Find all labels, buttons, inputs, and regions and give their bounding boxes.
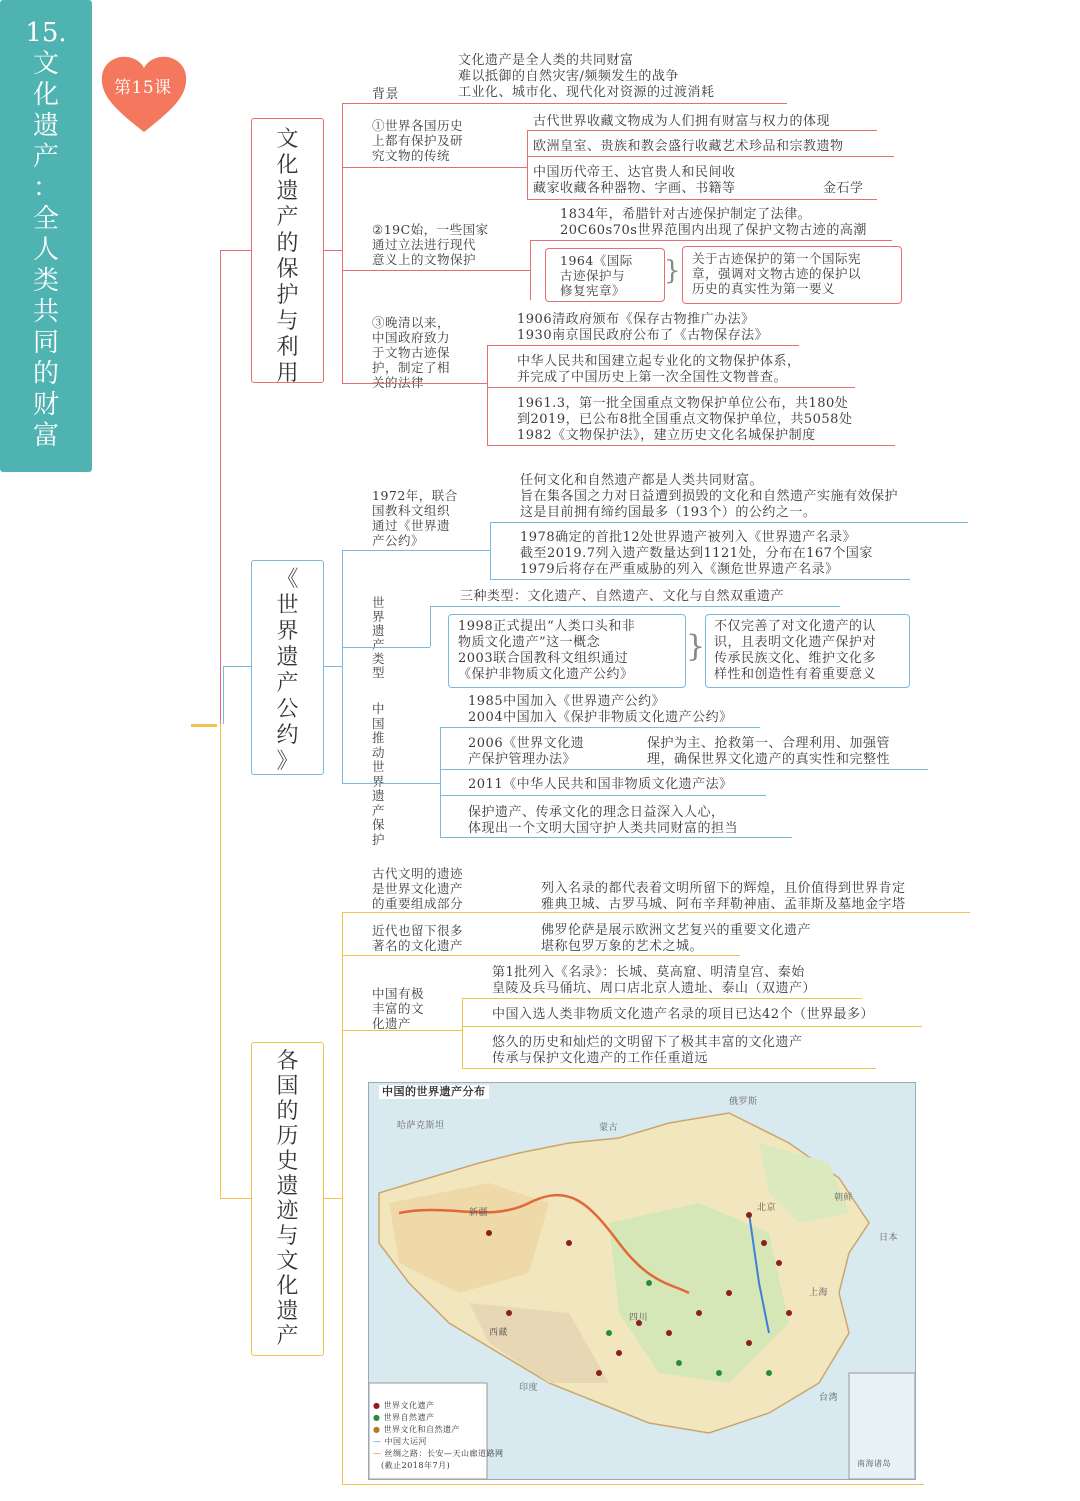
connector <box>440 727 760 728</box>
china-heritage-item: 悠久的历史和灿烂的文明留下了极其丰富的文化遗产 <box>492 1035 803 1050</box>
modern-desc: 堪称包罗万象的艺术之城。 <box>541 939 704 954</box>
ancient-desc: 雅典卫城、古罗马城、阿布辛拜勒神庙、孟菲斯及墓地金字塔 <box>541 897 906 912</box>
map-place: 新疆 <box>469 1208 489 1218</box>
root-title-char: 文 <box>32 49 59 79</box>
map-place: 上海 <box>809 1288 829 1298</box>
map-place: 四川 <box>629 1313 649 1323</box>
background-line: 难以抵御的自然灾害/频频发生的战争 <box>458 69 679 84</box>
heritage-map <box>368 1082 916 1480</box>
map-place: 朝鲜 <box>834 1193 854 1203</box>
node-1972: 1972年，联合 国教科文组织 通过《世界遗 产公约》 <box>372 488 458 548</box>
map-title: 中国的世界遗产分布 <box>379 1085 489 1099</box>
connector <box>342 955 740 956</box>
tradition-item: 欧洲皇室、贵族和教会盛行收藏艺术珍品和宗教遗物 <box>533 139 844 154</box>
connector <box>342 783 440 784</box>
node-china-promote: 中 国 推 动 世 界 遗 产 保 护 <box>372 701 386 847</box>
china-law-item: 1982《文物保护法》，建立历史文化名城保护制度 <box>517 428 816 443</box>
background-line: 文化遗产是全人类的共同财富 <box>458 53 634 68</box>
connector <box>487 445 895 446</box>
connector <box>223 666 224 724</box>
map-place: 西藏 <box>489 1328 509 1338</box>
china-promote-item: 2004中国加入《保护非物质文化遗产公约》 <box>468 710 733 725</box>
convention-item: 这是目前拥有缔约国最多（193个）的公约之一。 <box>520 505 817 520</box>
china-promote-item: 体现出一个文明大国守护人类共同财富的担当 <box>468 821 739 836</box>
root-title-char: 人 <box>32 235 59 265</box>
tradition-item: 中国历代帝王、达官贵人和民间收 <box>533 165 736 180</box>
connector <box>527 130 877 131</box>
connector <box>527 156 894 157</box>
map-place: 俄罗斯 <box>729 1097 758 1107</box>
connector <box>220 250 251 251</box>
connector <box>342 1484 924 1485</box>
lesson-badge <box>98 52 190 134</box>
china-promote-desc: 保护为主、抢救第一、合理利用、加强管 <box>647 736 891 751</box>
connector <box>440 837 792 838</box>
china-heritage-item: 传承与保护文化遗产的工作任重道远 <box>492 1051 709 1066</box>
branch-heritage-title: 各 国 的 历 史 遗 迹 与 文 化 遗 产 <box>251 1042 324 1356</box>
connector <box>220 250 221 724</box>
china-law-item: 1906清政府颁布《保存古物推广办法》 <box>517 312 755 327</box>
connector <box>342 103 787 104</box>
root-title-char: 15. <box>25 18 67 48</box>
china-heritage-item: 第1批列入《名录》：长城、莫高窟、明清皇宫、秦始 <box>492 965 805 980</box>
root-title-char: 同 <box>32 328 59 358</box>
china-law-item: 到2019，已公布8批全国重点文物保护单位，共5058处 <box>517 412 853 427</box>
connector <box>430 606 431 647</box>
root-title-char: 财 <box>32 390 59 420</box>
connector <box>440 727 441 837</box>
node-ancient: 古代文明的遗迹 是世界文化遗产 的重要组成部分 <box>372 866 464 911</box>
china-promote-item: 保护遗产、传承文化的理念日益深入人心， <box>468 805 725 820</box>
connector <box>324 1198 342 1199</box>
convention-item: 截至2019.7列入遗产数量达到1121处，分布在167个国家 <box>520 546 873 561</box>
tradition-item: 藏家收藏各种器物、字画、书籍等 <box>533 181 736 196</box>
connector <box>342 167 527 168</box>
map-place: 南海诸岛 <box>857 1459 891 1468</box>
china-promote-item: 1985中国加入《世界遗产公约》 <box>468 694 666 709</box>
connector <box>342 550 490 551</box>
root-title-char: 的 <box>32 359 59 389</box>
connector <box>462 998 862 999</box>
legend-canal: — 中国大运河 <box>373 1437 428 1446</box>
connector <box>324 250 342 251</box>
china-law-item: 中华人民共和国建立起专业化的文物保护体系， <box>517 354 801 369</box>
root-title-char: 化 <box>32 80 59 110</box>
connector <box>191 724 217 727</box>
charter-name: 1964《国际 古迹保护与 修复宪章》 <box>560 253 633 298</box>
nonmaterial-text: 1998正式提出“人类口头和非 物质文化遗产”这一概念 2003联合国教科文组织通过 《保护非物质文化遗产公约》 <box>458 619 636 682</box>
ancient-desc: 列入名录的都代表着文明所留下的辉煌，且价值得到世界肯定 <box>541 881 906 896</box>
convention-item: 1979后将存在严重威胁的列入《濒危世界遗产名录》 <box>520 562 839 577</box>
legend-silkroad: — 丝绸之路：长安—天山廊道路网 <box>373 1449 504 1458</box>
tradition-item: 古代世界收藏文物成为人们拥有财富与权力的体现 <box>533 114 831 129</box>
china-law-item: 1961.3，第一批全国重点文物保护单位公布，共180处 <box>517 396 849 411</box>
node-tradition: ①世界各国历史 上都有保护及研 究文物的传统 <box>372 118 464 163</box>
connector <box>440 769 928 770</box>
china-promote-item: 2006《世界文化遗 <box>468 736 585 751</box>
heritage-types: 三种类型：文化遗产、自然遗产、文化与自然双重遗产 <box>460 589 785 604</box>
connector <box>487 345 799 346</box>
convention-item: 旨在集各国之力对日益遭到损毁的文化和自然遗产实施有效保护 <box>520 489 899 504</box>
root-title-char: 富 <box>32 421 59 451</box>
connector <box>223 666 251 667</box>
connector <box>430 606 840 607</box>
connector <box>490 522 491 580</box>
connector <box>342 383 487 384</box>
china-promote-item: 产保护管理办法》 <box>468 752 577 767</box>
china-promote-item: 2011《中华人民共和国非物质文化遗产法》 <box>468 777 733 792</box>
map-place: 北京 <box>757 1203 777 1213</box>
connector <box>527 199 877 200</box>
connector <box>462 998 463 1068</box>
connector <box>342 103 343 270</box>
node-modern: 近代也留下很多 著名的文化遗产 <box>372 923 464 953</box>
legislation-item: 20C60s70s世界范围内出现了保护文物古迹的高潮 <box>560 223 867 238</box>
connector <box>530 240 531 300</box>
brace-icon: } <box>686 629 706 664</box>
map-place: 日本 <box>879 1233 899 1243</box>
node-heritage-types: 世 界 遗 产 类 型 <box>372 595 386 680</box>
china-law-item: 并完成了中国历史上第一次全国性文物普查。 <box>517 370 788 385</box>
root-title-char: 全 <box>32 204 59 234</box>
connector <box>487 345 488 445</box>
convention-item: 1978确定的首批12处世界遗产被列入《世界遗产名录》 <box>520 530 857 545</box>
connector <box>342 550 343 783</box>
root-title-char: 产 <box>32 142 59 172</box>
china-promote-desc: 理，确保世界文化遗产的真实性和完整性 <box>647 752 891 767</box>
connector <box>342 912 343 1484</box>
charter-desc: 关于古迹保护的第一个国际宪 章，强调对文物古迹的保护以 历史的真实性为第一要义 <box>692 251 862 296</box>
root-title-char: 类 <box>32 266 59 296</box>
legend-mixed: ● 世界文化和自然遗产 <box>373 1425 461 1434</box>
lesson-number: 第15课 <box>114 78 172 98</box>
map-place: 印度 <box>519 1383 539 1393</box>
significance-text: 不仅完善了对文化遗产的认 识，且表明文化遗产保护对 传承民族文化、维护文化多 样性和创造性有着重要意义 <box>714 619 877 682</box>
connector <box>342 647 430 648</box>
connector <box>462 1068 876 1069</box>
branch-protection-title: 文 化 遗 产 的 保 护 与 利 用 <box>251 118 324 383</box>
root-title <box>0 0 92 472</box>
map-place: 蒙古 <box>599 1123 619 1133</box>
connector <box>220 724 221 1198</box>
china-map-illustration <box>369 1083 915 1479</box>
connector <box>342 270 343 383</box>
node-china-heritage: 中国有极 丰富的文 化遗产 <box>372 986 425 1031</box>
convention-item: 任何文化和自然遗产都是人类共同财富。 <box>520 473 764 488</box>
china-law-item: 1930南京国民政府公布了《古物保存法》 <box>517 328 769 343</box>
tradition-tag: 金石学 <box>823 181 864 196</box>
background-label: 背景 <box>372 87 400 102</box>
connector <box>342 1030 462 1031</box>
branch-convention-title: 《 世 界 遗 产 公 约 》 <box>251 560 324 775</box>
china-heritage-item: 中国入选人类非物质文化遗产名录的项目已达42个（世界最多） <box>492 1007 875 1022</box>
china-heritage-item: 皇陵及兵马俑坑、周口店北京人遗址、泰山（双遗产） <box>492 981 817 996</box>
connector <box>220 1198 251 1199</box>
legend-date: (截止2018年7月) <box>381 1461 451 1470</box>
background-line: 工业化、城市化、现代化对资源的过渡消耗 <box>458 85 715 100</box>
connector <box>527 130 528 200</box>
legend-natural: ● 世界自然遗产 <box>373 1413 435 1422</box>
legislation-item: 1834年，希腊针对古迹保护制定了法律。 <box>560 207 812 222</box>
modern-desc: 佛罗伦萨是展示欧洲文艺复兴的重要文化遗产 <box>541 923 812 938</box>
map-place: 哈萨克斯坦 <box>397 1121 445 1131</box>
map-place: 台湾 <box>819 1393 839 1403</box>
connector <box>490 522 968 523</box>
legend-cultural: ● 世界文化遗产 <box>373 1401 435 1410</box>
connector <box>530 240 892 241</box>
connector <box>440 795 766 796</box>
connector <box>462 1026 922 1027</box>
brace-icon: } <box>664 256 682 286</box>
connector <box>490 579 910 580</box>
root-title-char: ： <box>32 173 59 203</box>
node-china-law: ③晚清以来， 中国政府致力 于文物古迹保 护，制定了相 关的法律 <box>372 315 451 390</box>
connector <box>342 270 530 271</box>
root-title-char: 共 <box>32 297 59 327</box>
root-title-char: 遗 <box>32 111 59 141</box>
node-legislation: ②19C始，一些国家 通过立法进行现代 意义上的文物保护 <box>372 222 489 267</box>
connector <box>324 666 342 667</box>
connector <box>487 387 855 388</box>
